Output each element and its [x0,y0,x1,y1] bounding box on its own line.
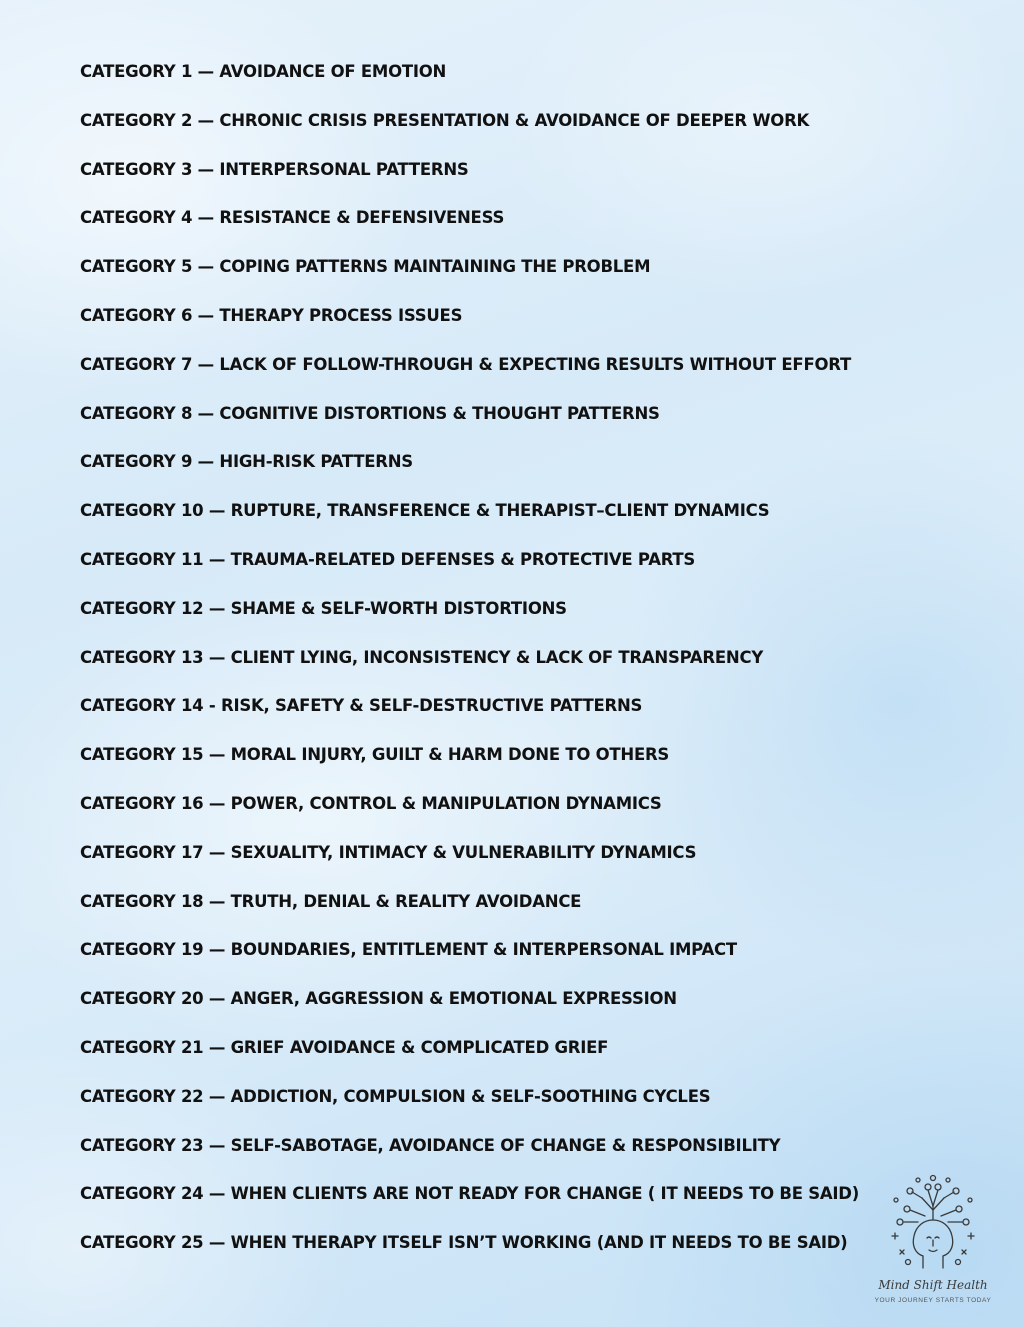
category-item: CATEGORY 10 — RUPTURE, TRANSFERENCE & THERAPIST–CLIENT DYNAMICS [80,501,770,521]
category-item: CATEGORY 13 — CLIENT LYING, INCONSISTENCY & LACK OF TRANSPARENCY [80,647,764,667]
category-item: CATEGORY 2 — CHRONIC CRISIS PRESENTATION & AVOIDANCE OF DEEPER WORK [80,110,810,130]
brand-logo [868,1170,998,1315]
category-item: CATEGORY 22 — ADDICTION, COMPULSION & SELF-SOOTHING CYCLES [80,1086,711,1106]
category-item: CATEGORY 12 — SHAME & SELF-WORTH DISTORTIONS [80,598,567,618]
category-item: CATEGORY 25 — WHEN THERAPY ITSELF ISN’T WORKING (AND IT NEEDS TO BE SAID) [80,1233,848,1253]
category-item: CATEGORY 11 — TRAUMA-RELATED DEFENSES & PROTECTIVE PARTS [80,549,696,569]
category-item: CATEGORY 4 — RESISTANCE & DEFENSIVENESS [80,208,505,228]
head-with-tree-icon [878,1170,988,1278]
category-item: CATEGORY 8 — COGNITIVE DISTORTIONS & THOUGHT PATTERNS [80,403,660,423]
brand-name: Mind Shift Health [878,1278,988,1292]
brand-tagline: YOUR JOURNEY STARTS TODAY [874,1297,992,1304]
category-item: CATEGORY 21 — GRIEF AVOIDANCE & COMPLICATED GRIEF [80,1037,609,1057]
category-item: CATEGORY 24 — WHEN CLIENTS ARE NOT READY FOR CHANGE ( IT NEEDS TO BE SAID) [80,1184,860,1204]
category-item: CATEGORY 17 — SEXUALITY, INTIMACY & VULNERABILITY DYNAMICS [80,842,697,862]
category-item: CATEGORY 16 — POWER, CONTROL & MANIPULATION DYNAMICS [80,793,662,813]
category-item: CATEGORY 1 — AVOIDANCE OF EMOTION [80,62,447,81]
category-list [80,60,859,1280]
category-item: CATEGORY 20 — ANGER, AGGRESSION & EMOTIONAL EXPRESSION [80,989,677,1009]
category-item: CATEGORY 14 - RISK, SAFETY & SELF-DESTRUCTIVE PATTERNS [80,696,643,716]
category-item: CATEGORY 15 — MORAL INJURY, GUILT & HARM DONE TO OTHERS [80,745,670,765]
category-item: CATEGORY 23 — SELF-SABOTAGE, AVOIDANCE OF CHANGE & RESPONSIBILITY [80,1135,781,1155]
category-item: CATEGORY 3 — INTERPERSONAL PATTERNS [80,159,469,179]
category-item: CATEGORY 19 — BOUNDARIES, ENTITLEMENT & INTERPERSONAL IMPACT [80,940,737,960]
category-item: CATEGORY 6 — THERAPY PROCESS ISSUES [80,305,463,325]
category-item: CATEGORY 18 — TRUTH, DENIAL & REALITY AVOIDANCE [80,891,582,911]
category-item: CATEGORY 7 — LACK OF FOLLOW-THROUGH & EXPECTING RESULTS WITHOUT EFFORT [80,354,851,374]
category-item: CATEGORY 5 — COPING PATTERNS MAINTAINING THE PROBLEM [80,257,651,277]
category-item: CATEGORY 9 — HIGH-RISK PATTERNS [80,452,413,472]
